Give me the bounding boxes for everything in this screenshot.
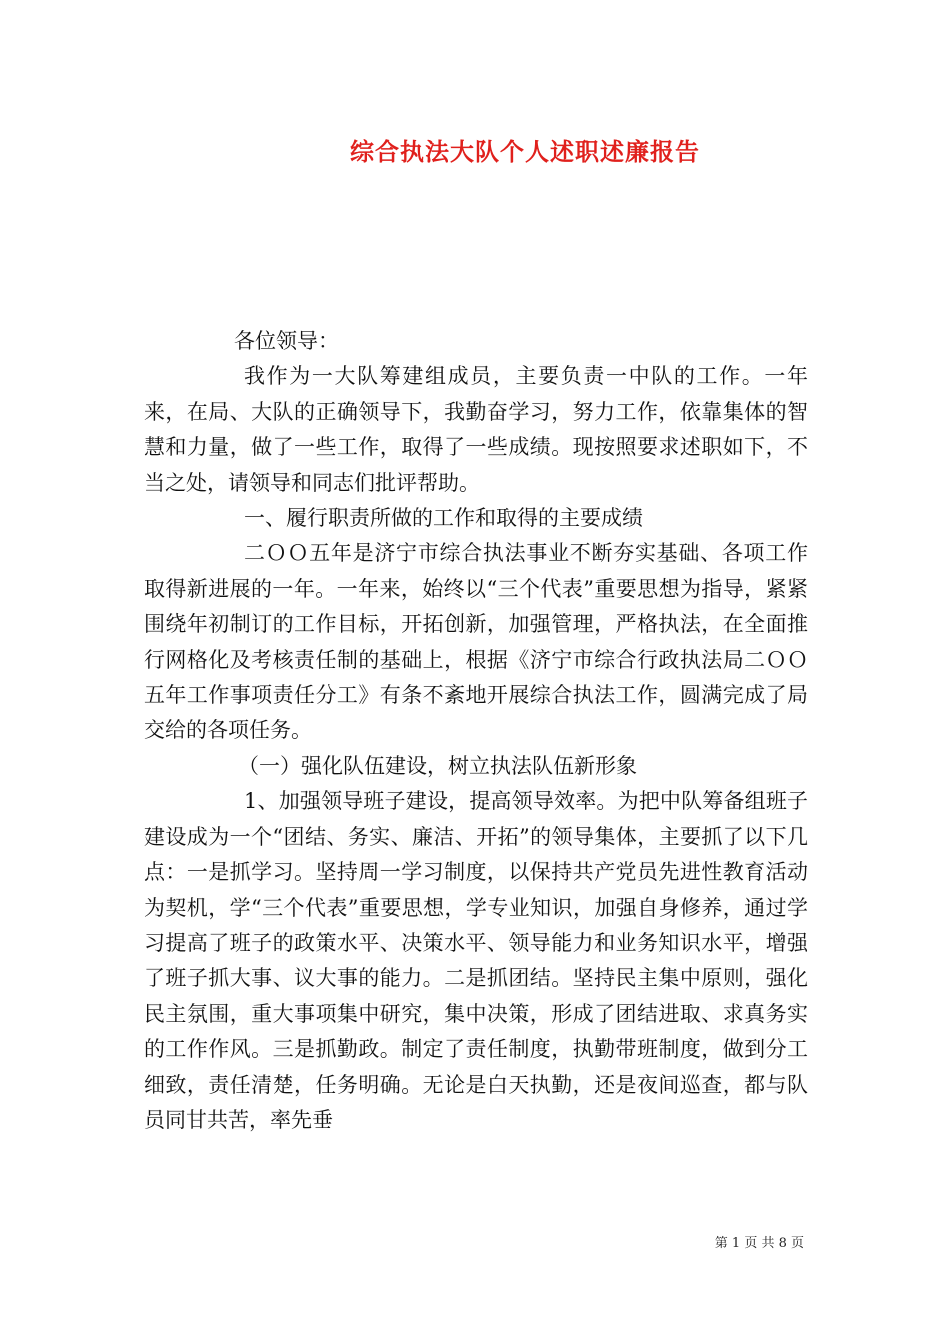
document-title: 综合执法大队个人述职述廉报告 [350, 137, 700, 166]
section-heading-1: 一、履行职责所做的工作和取得的主要成绩 [244, 506, 643, 531]
greeting: 各位领导： [234, 329, 339, 353]
document-body [144, 324, 808, 1138]
subsection-heading-1: （一）强化队伍建设，树立执法队伍新形象 [238, 753, 637, 778]
page-number-footer: 第 1 页 共 8 页 [714, 1236, 804, 1251]
paragraph-leadership: 1、加强领导班子建设，提高领导效率。为把中队筹备组班子建设成为一个“团结、务实、廉洁、开拓”的领导集体，主要抓了以下几点：一是抓学习。坚持周一学习制度，以保持共产党员先进性教育活动为契机，学“三个代表”重要思想，学专业知识，加强自身修养，通过学习提高了班子的政策水平、决策水平、领导能力和业务知识水平，增强了班子抓大事、议大事的能力。二是抓团结。坚持民主集中原则，强化民主氛围，重大事项集中研究，集中决策，形成了团结进取、求真务实的工作作风。三是抓勤政。制定了责任制度，执勤带班制度，做到分工细致，责任清楚，任务明确。无论是白天执勤，还是夜间巡查，都与队员同甘共苦，率先垂 [144, 789, 808, 1132]
paragraph-intro: 我作为一大队筹建组成员，主要负责一中队的工作。一年来，在局、大队的正确领导下，我勤奋学习，努力工作，依靠集体的智慧和力量，做了一些工作，取得了一些成绩。现按照要求述职如下，不当之处，请领导和同志们批评帮助。 [144, 364, 808, 495]
paragraph-overview: 二ＯＯ五年是济宁市综合执法事业不断夯实基础、各项工作取得新进展的一年。一年来，始终以“三个代表”重要思想为指导，紧紧围绕年初制订的工作目标，开拓创新，加强管理，严格执法，在全面推行网格化及考核责任制的基础上，根据《济宁市综合行政执法局二ＯＯ五年工作事项责任分工》有条不紊地开展综合执法工作，圆满完成了局交给的各项任务。 [144, 541, 808, 743]
